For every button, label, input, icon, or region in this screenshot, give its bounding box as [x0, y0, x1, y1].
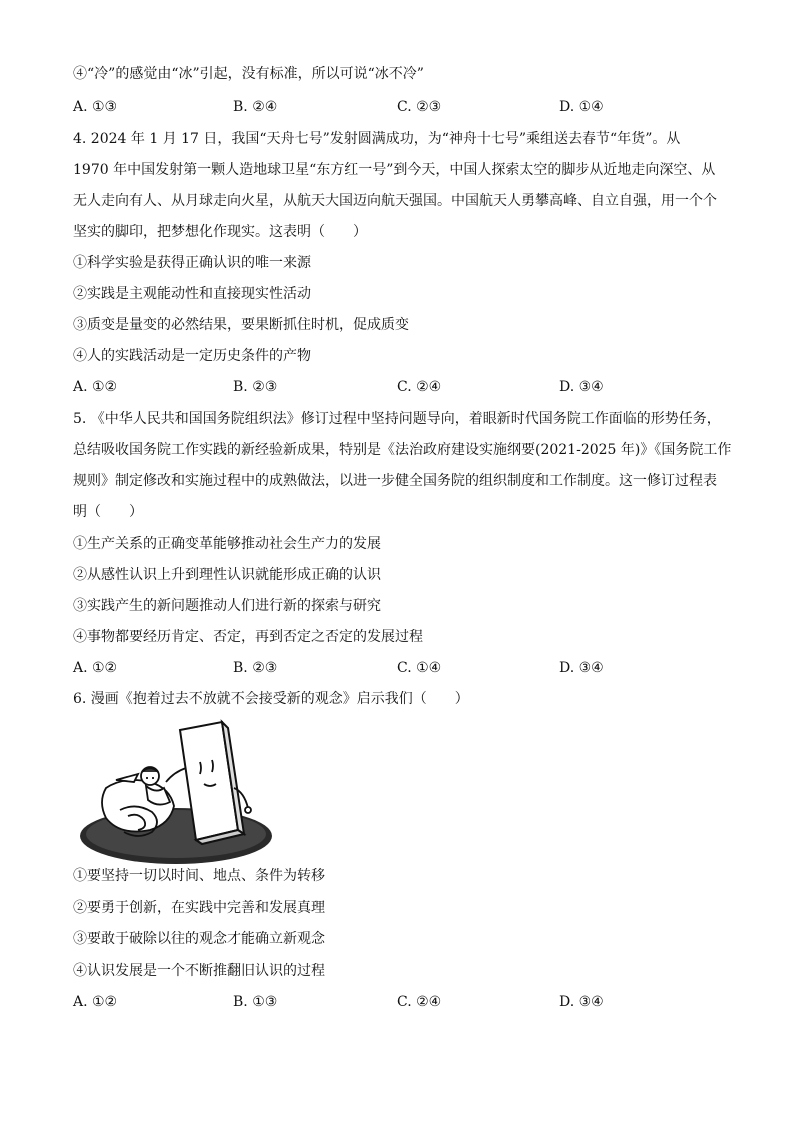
q5-item-3: ③实践产生的新问题推动人们进行新的探索与研究	[73, 598, 381, 614]
q5-option-c: C. ①④	[397, 660, 442, 676]
q4-option-b: B. ②③	[233, 379, 278, 395]
q6-option-c: C. ②④	[397, 994, 442, 1010]
q4-item-1: ①科学实验是获得正确认识的唯一来源	[73, 255, 311, 271]
q4-item-4: ④人的实践活动是一定历史条件的产物	[73, 348, 311, 364]
q4-stem-line-1: 4. 2024 年 1 月 17 日，我国“天舟七号”发射圆满成功，为“神舟十七号”乘组送去春节“年货”。从	[73, 131, 681, 147]
q5-options	[73, 658, 733, 678]
q6-item-1: ①要坚持一切以时间、地点、条件为转移	[73, 868, 325, 884]
q6-option-b: B. ①③	[233, 994, 278, 1010]
q6-item-3: ③要敢于破除以往的观念才能确立新观念	[73, 931, 325, 947]
cartoon-image	[76, 718, 284, 866]
q6-item-4: ④认识发展是一个不断推翻旧认识的过程	[73, 963, 325, 979]
q5-stem-line-3: 规则》制定修改和实施过程中的成熟做法，以进一步健全国务院的组织制度和工作制度。这一修订过程表	[73, 473, 717, 489]
q5-stem-line-4: 明（ ）	[73, 504, 143, 520]
q5-item-1: ①生产关系的正确变革能够推动社会生产力的发展	[73, 536, 381, 552]
q3-option-c: C. ②③	[397, 99, 442, 115]
q5-item-2: ②从感性认识上升到理性认识就能形成正确的认识	[73, 567, 381, 583]
q3-option-a: A. ①③	[73, 99, 118, 115]
q3-option-b: B. ②④	[233, 99, 278, 115]
q5-option-a: A. ①②	[73, 660, 118, 676]
q6-stem: 6. 漫画《抱着过去不放就不会接受新的观念》启示我们（ ）	[73, 691, 469, 707]
q3-item-4: ④“冷”的感觉由“冰”引起，没有标准，所以可说“冰不冷”	[73, 66, 424, 82]
q5-item-4: ④事物都要经历肯定、否定，再到否定之否定的发展过程	[73, 629, 423, 645]
q6-option-d: D. ③④	[559, 994, 604, 1010]
q4-stem-line-4: 坚实的脚印，把梦想化作现实。这表明（ ）	[73, 224, 367, 240]
q6-option-a: A. ①②	[73, 994, 118, 1010]
q6-item-2: ②要勇于创新，在实践中完善和发展真理	[73, 900, 325, 916]
q4-option-c: C. ②④	[397, 379, 442, 395]
q4-option-d: D. ③④	[559, 379, 604, 395]
q5-stem-line-1: 5. 《中华人民共和国国务院组织法》修订过程中坚持问题导向，着眼新时代国务院工作面临的形势任务，	[73, 411, 721, 427]
q5-option-b: B. ②③	[233, 660, 278, 676]
q3-options	[73, 97, 733, 117]
q4-item-3: ③质变是量变的必然结果，要果断抓住时机，促成质变	[73, 317, 409, 333]
q5-option-d: D. ③④	[559, 660, 604, 676]
q4-option-a: A. ①②	[73, 379, 118, 395]
q3-option-d: D. ①④	[559, 99, 604, 115]
q6-options	[73, 992, 733, 1012]
q5-stem-line-2: 总结吸收国务院工作实践的新经验新成果，特别是《法治政府建设实施纲要(2021-2025 年)》《国务院工作	[73, 442, 732, 458]
q4-item-2: ②实践是主观能动性和直接现实性活动	[73, 286, 311, 302]
q4-stem-line-2: 1970 年中国发射第一颗人造地球卫星“东方红一号”到今天，中国人探索太空的脚步从近地走向深空、从	[73, 162, 716, 178]
q4-options	[73, 377, 733, 397]
q4-stem-line-3: 无人走向有人、从月球走向火星，从航天大国迈向航天强国。中国航天人勇攀高峰、自立自强，用一个个	[73, 193, 717, 209]
